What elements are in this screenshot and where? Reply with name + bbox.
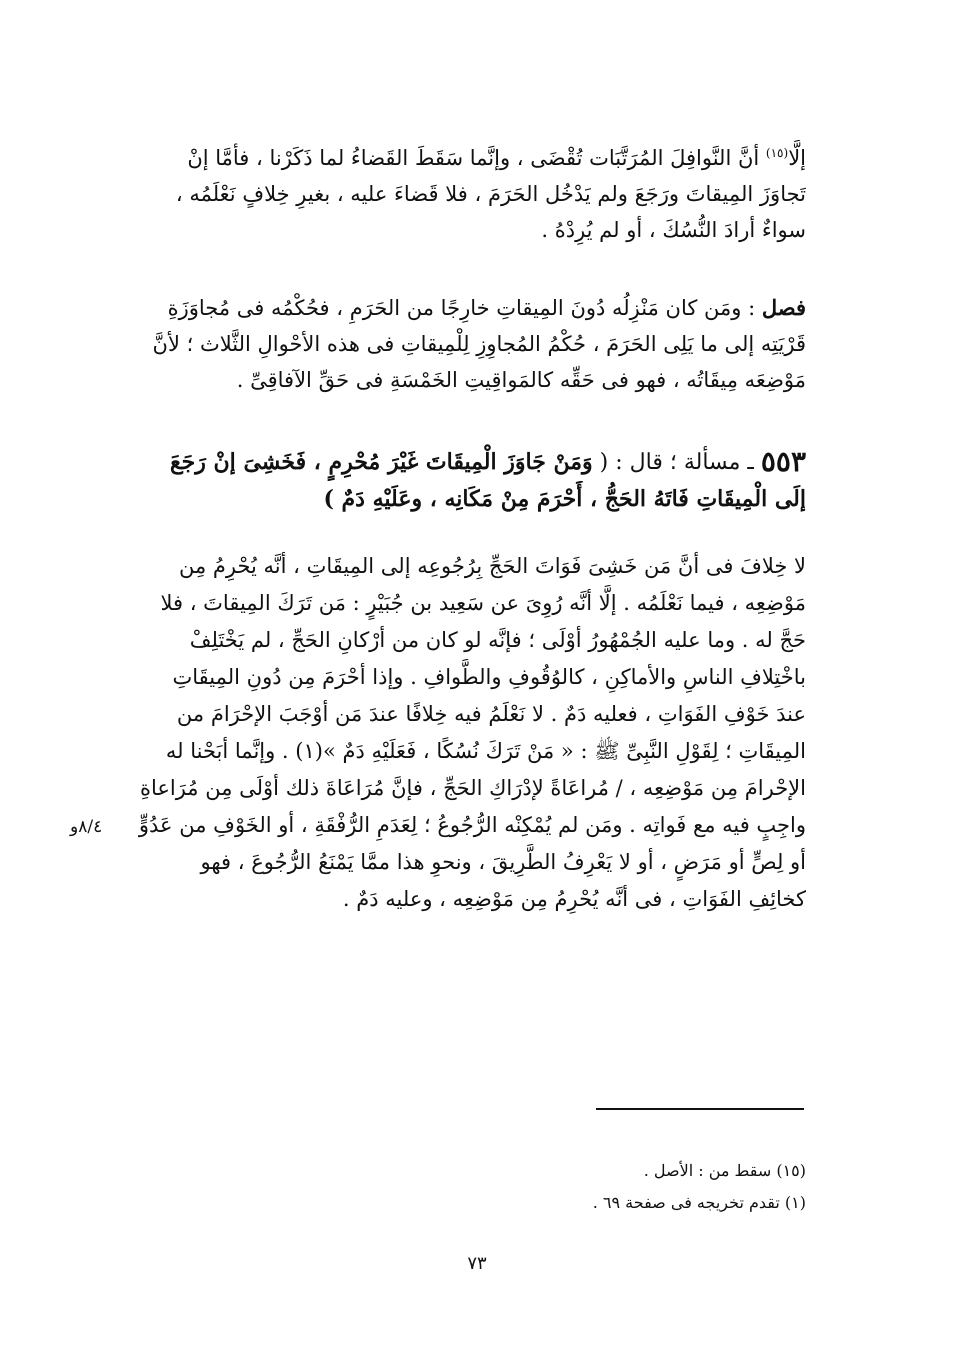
text-line: حَجَّ له . وما عليه الجُمْهُورُ أوْلَى ؛ فإنَّه لو كان من أرْكانِ الحَجِّ ، لم يَخْتَلِفْ: [189, 628, 806, 652]
text-line: باخْتِلافِ الناسِ والأماكِنِ ، كالوُقُوفِ والطَّوافِ . وإذا أحْرَمَ مِن دُونِ المِيقَاتِ: [172, 665, 806, 689]
text-line: واجِبٍ فيه مع فَواتِه . ومَن لم يُمْكِنْه الرُّجُوعُ ؛ لِعَدَمِ الرُّفْقَةِ ، أو الخَوْفِ من عَدُوٍّ: [138, 813, 806, 837]
text-line: [138, 290, 806, 326]
paragraph-opening: [138, 140, 806, 248]
text-line: مَوْضِعَه مِيقَاتُه ، فهو فى حَقِّه كالمَواقِيتِ الخَمْسَةِ فى حَقِّ الآفاقِىِّ .: [236, 368, 806, 392]
section-heading-fasl: فصل: [761, 295, 806, 320]
text-line: الإحْرامَ مِن مَوْضِعِه ، / مُراعَاةً لإدْرَاكِ الحَجِّ ، فإنَّ مُرَاعَاةَ ذلك أوْلَى مِن مُرَاعاةِ: [139, 776, 806, 800]
footnotes: [500, 1155, 806, 1219]
paragraph-commentary: [138, 548, 806, 918]
manuscript-folio-note: ٨/٤و: [70, 817, 103, 837]
masala-text-line: إلَى الْمِيقَاتِ فَاتَهُ الحَجُّ ، أَحْرَمَ مِنْ مَكَانِه ، وعَلَيْهِ دَمٌ ): [323, 486, 806, 512]
footnote-reference: (١٥): [765, 146, 789, 160]
text-line: أو لِصٍّ أو مَرَضٍ ، أو لا يَعْرِفُ الطَّرِيقَ ، ونحوِ هذا ممَّا يَمْنَعُ الرُّجُوعَ ، فهو: [200, 850, 806, 874]
text-line-content: أنَّ النَّوافِلَ المُرَتَّبَات تُقْضَى ، وإنَّما سَقَطَ القَضاءُ لما ذَكَرْنا ، فأمَّا إنْ: [187, 146, 760, 170]
text-line: عندَ خَوْفِ الفَوَاتِ ، فعليه دَمٌ . لا نَعْلَمُ فيه خِلافًا عندَ مَن أوْجَبَ الإحْرَامَ من: [176, 702, 806, 726]
paragraph-lead-word: إلَّا: [788, 146, 806, 170]
footnote-divider: [596, 1108, 804, 1110]
text-line: تَجاوَزَ المِيقاتَ ورَجَعَ ولم يَدْخُل الحَرَمَ ، فلا قَضاءَ عليه ، بغيرِ خِلافٍ نَعْلَمُه ،: [175, 182, 806, 206]
text-line-content: : ومَن كان مَنْزِلُه دُونَ المِيقاتِ خارِجًا من الحَرَمِ ، فحُكْمُه فى مُجاوَزَةِ: [167, 296, 756, 320]
page-number: ٧٣: [467, 1253, 487, 1274]
text-line: لا خِلافَ فى أنَّ مَن خَشِىَ فَوَاتَ الحَجِّ بِرُجُوعِه إلى المِيقَاتِ ، أنَّه يُحْرِمُ مِن: [178, 554, 806, 578]
footnote: (١٥) سقط من : الأصل .: [643, 1161, 806, 1180]
paragraph-fasl: [138, 290, 806, 398]
text-line: [138, 140, 806, 176]
masala-number: ٥٥٣: [760, 445, 806, 478]
text-line: مَوْضِعِه ، فيما نَعْلَمُه . إلَّا أنَّه رُوِىَ عن سَعِيد بن جُبَيْرٍ : مَن تَرَكَ المِيقاتَ ، فلا: [160, 591, 806, 615]
text-line: كخائِفِ الفَوَاتِ ، فى أنَّه يُحْرِمُ مِن مَوْضِعِه ، وعليه دَمٌ .: [342, 887, 806, 911]
masala-heading: [138, 443, 806, 518]
text-line: [138, 443, 806, 481]
text-line: سواءٌ أرادَ النُّسُكَ ، أو لم يُرِدْهُ .: [541, 218, 806, 242]
text-line: المِيقَاتِ ؛ لِقَوْلِ النَّبِىِّ ﷺ : « مَنْ تَرَكَ نُسُكًا ، فَعَلَيْهِ دَمٌ »(١) . وإنَّما أبَحْنا له: [165, 739, 806, 763]
masala-text: وَمَنْ جَاوَزَ الْمِيقَاتَ غَيْرَ مُحْرِمٍ ، فَخَشِىَ إنْ رَجَعَ: [169, 449, 593, 475]
footnote: (١) تقدم تخريجه فى صفحة ٦٩ .: [592, 1193, 806, 1212]
text-line: قَرْيَتِه إلى ما يَلِى الحَرَمَ ، حُكْمُ المُجاوِزِ لِلْمِيقاتِ فى هذه الأحْوالِ الثَّلاث ؛ لأنَّ: [152, 332, 806, 356]
masala-label: ـ مسألة ؛ قال : (: [599, 450, 754, 475]
